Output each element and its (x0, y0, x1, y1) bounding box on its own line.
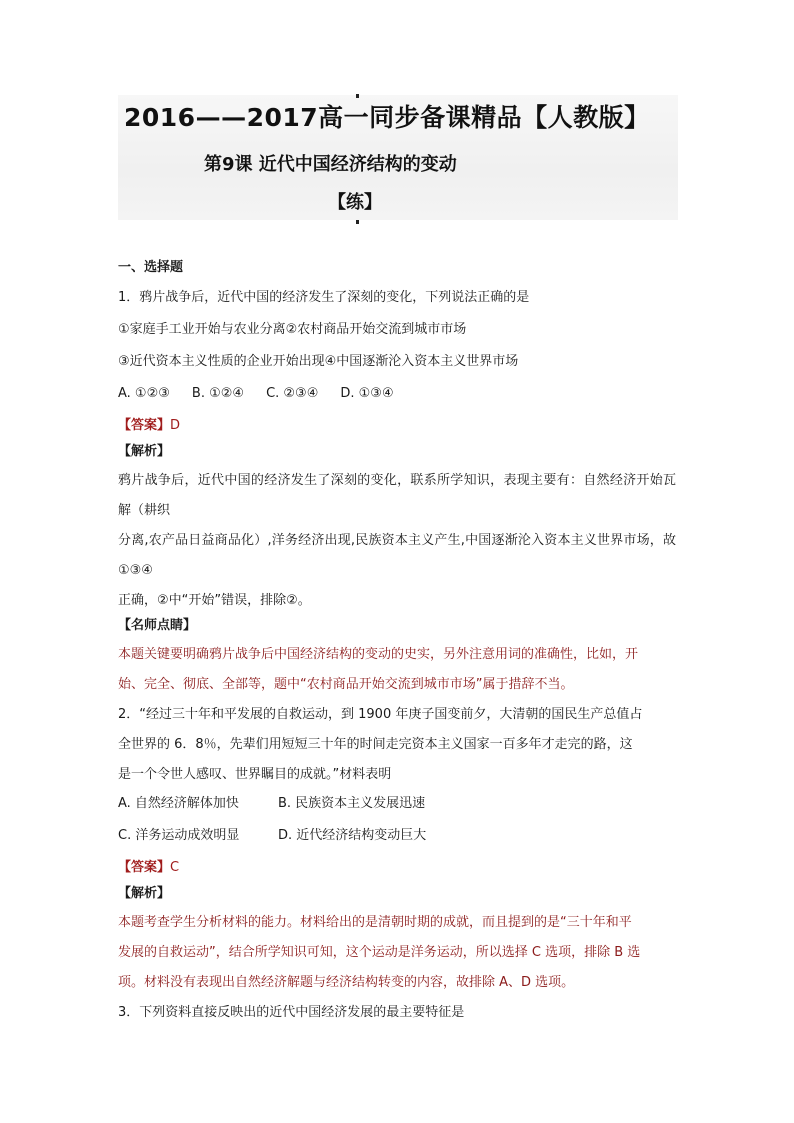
q1-option-b: B. ①②④ (191, 386, 245, 401)
q1-stem: 1．鸦片战争后，近代中国的经济发生了深刻的变化，下列说法正确的是 (118, 290, 530, 305)
q1-option-c: C. ②③④ (266, 386, 319, 401)
q1-analysis-label: 【解析】 (118, 444, 171, 459)
q2-stem-line: 全世界的 6．8％，先辈们用短短三十年的时间走完资本主义国家一百多年才走完的路，这 (118, 737, 633, 752)
q1-tip-line: 始、完全、彻底、全部等，题中“农村商品开始交流到城市市场”属于措辞不当。 (118, 677, 574, 692)
answer-label: 【答案】 (118, 418, 171, 433)
q1-analysis-line: 正确，②中“开始”错误，排除②。 (118, 593, 311, 608)
q2-answer (118, 858, 676, 878)
q1-item-b: ③近代资本主义性质的企业开始出现④中国逐渐沦入资本主义世界市场 (118, 354, 519, 369)
q2-options-row (118, 794, 676, 814)
q2-option-b: B. 民族资本主义发展迅速 (278, 796, 426, 811)
q2-stem-line: 是一个令世人感叹、世界瞩目的成就。”材料表明 (118, 767, 392, 782)
q2-analysis-line: 本题考查学生分析材料的能力。材料给出的是清朝时期的成就，而且提到的是“三十年和平 (118, 915, 632, 930)
q3-stem: 3．下列资料直接反映出的近代中国经济发展的最主要特征是 (118, 1005, 465, 1020)
q1-item-a: ①家庭手工业开始与农业分离②农村商品开始交流到城市市场 (118, 322, 467, 337)
q1-answer (118, 416, 676, 436)
q1-analysis-line: 鸦片战争后，近代中国的经济发生了深刻的变化，联系所学知识，表现主要有：自然经济开始瓦解（耕织 (118, 473, 676, 518)
q2-stem-line: 2．“经过三十年和平发展的自救运动，到 1900 年庚子国变前夕，大清朝的国民生产总值占 (118, 707, 643, 722)
document-body (118, 258, 676, 1028)
q2-analysis-line: 项。材料没有表现出自然经济解题与经济结构转变的内容，故排除 A、D 选项。 (118, 975, 575, 990)
q2-option-d: D. 近代经济结构变动巨大 (278, 828, 427, 843)
answer-value: C (170, 860, 180, 875)
q1-options (118, 384, 676, 404)
decorative-dot (356, 220, 359, 224)
answer-label: 【答案】 (118, 860, 171, 875)
q1-option-a: A. ①②③ (118, 386, 170, 401)
q2-options-row (118, 826, 676, 846)
q1-tip-label: 【名师点睛】 (118, 618, 197, 633)
q2-option-c: C. 洋务运动成效明显 (118, 828, 240, 843)
lesson-title: 第9课 近代中国经济结构的变动 (204, 154, 457, 175)
document-title: 2016——2017高一同步备课精品【人教版】 (124, 103, 650, 132)
q2-analysis-label: 【解析】 (118, 886, 171, 901)
exercise-tag: 【练】 (328, 192, 382, 213)
q2-option-a: A. 自然经济解体加快 (118, 796, 239, 811)
answer-value: D (170, 418, 181, 433)
section-heading: 一、选择题 (118, 260, 184, 275)
q1-analysis-line: 分离,农产品日益商品化）,洋务经济出现,民族资本主义产生,中国逐渐沦入资本主义世界市场，故①③④ (118, 533, 676, 578)
q1-option-d: D. ①③④ (340, 386, 394, 401)
q2-analysis-line: 发展的自救运动”，结合所学知识可知，这个运动是洋务运动，所以选择 C 选项，排除 B 选 (118, 945, 641, 960)
q1-tip-line: 本题关键要明确鸦片战争后中国经济结构的变动的史实，另外注意用词的准确性，比如，开 (118, 647, 639, 662)
